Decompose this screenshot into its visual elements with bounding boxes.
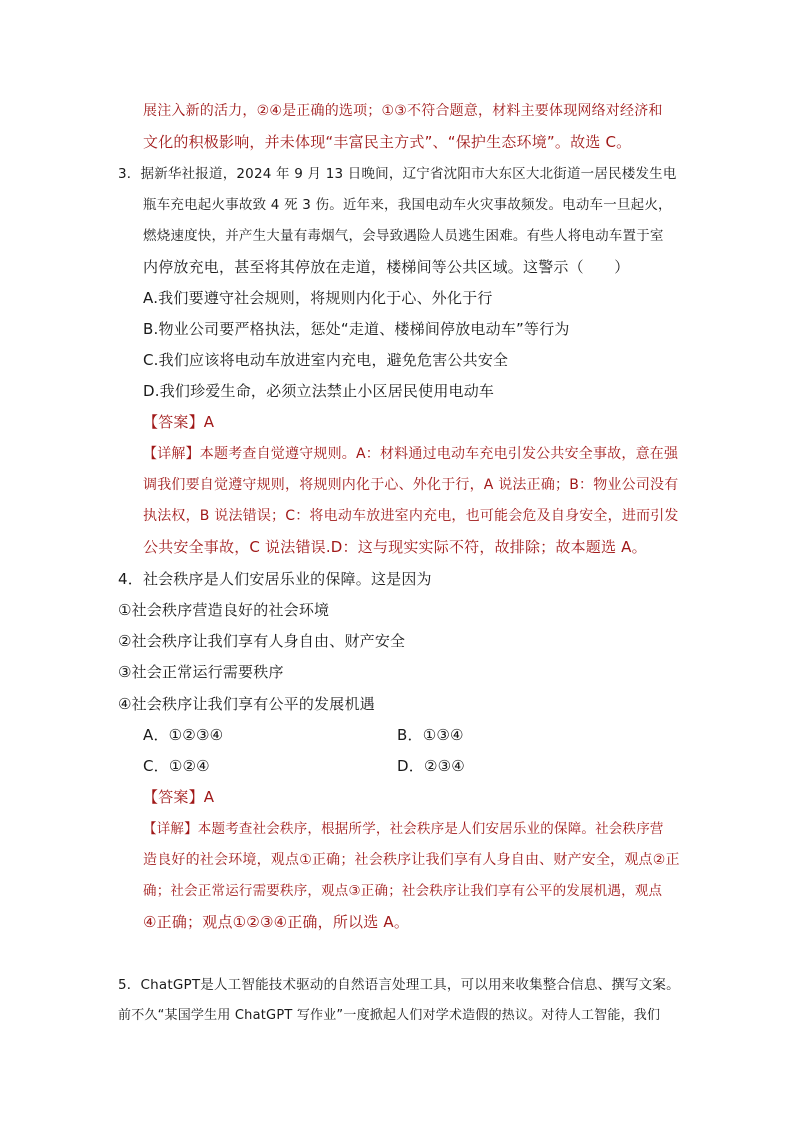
q4-answer: 【答案】A [143, 788, 215, 806]
q3-explanation-line-1: 【详解】本题考查自觉遵守规则。A：材料通过电动车充电引发公共安全事故，意在强 [143, 446, 679, 462]
q3-explanation-line-3: 执法权，B 说法错误；C：将电动车放进室内充电，也可能会危及自身安全，进而引发 [143, 508, 679, 524]
prev-explanation-line-1: 展注入新的活力，②④是正确的选项；①③不符合题意，材料主要体现网络对经济和 [143, 103, 663, 119]
prev-explanation-line-2: 文化的积极影响，并未体现“丰富民主方式”、“保护生态环境”。故选 C。 [143, 133, 632, 151]
q4-stem: 4．社会秩序是人们安居乐业的保障。这是因为 [118, 570, 432, 588]
q3-option-c: C.我们应该将电动车放进室内充电，避免危害公共安全 [143, 351, 509, 369]
q4-statement-1: ①社会秩序营造良好的社会环境 [118, 601, 330, 619]
q4-option-b: B．①③④ [397, 726, 464, 744]
q3-option-a: A.我们要遵守社会规则，将规则内化于心、外化于行 [143, 289, 493, 307]
q3-stem-line-2: 瓶车充电起火事故致 4 死 3 伤。近年来，我国电动车火灾事故频发。电动车一旦起火， [143, 197, 672, 213]
q5-stem-line-2: 前不久“某国学生用 ChatGPT 写作业”一度掀起人们对学术造假的热议。对待人工智能，我们 [118, 1008, 661, 1023]
q3-stem-line-4: 内停放充电，甚至将其停放在走道，楼梯间等公共区域。这警示（ ） [143, 258, 630, 276]
q5-stem-line-1: 5．ChatGPT是人工智能技术驱动的自然语言处理工具，可以用来收集整合信息、撰写文案。 [118, 977, 680, 993]
q4-option-c: C．①②④ [143, 757, 210, 775]
q4-explanation-line-1: 【详解】本题考查社会秩序，根据所学，社会秩序是人们安居乐业的保障。社会秩序营 [143, 821, 664, 837]
q3-stem-line-1: 3．据新华社报道，2024 年 9 月 13 日晚间，辽宁省沈阳市大东区大北街道一居民楼发生电 [118, 166, 677, 182]
q3-stem-line-3: 燃烧速度快，并产生大量有毒烟气，会导致遇险人员逃生困难。有些人将电动车置于室 [143, 228, 664, 244]
q4-statement-3: ③社会正常运行需要秩序 [118, 663, 284, 681]
q4-option-d: D．②③④ [397, 757, 465, 775]
q4-option-a: A．①②③④ [143, 726, 224, 744]
q4-explanation-line-3: 确；社会正常运行需要秩序，观点③正确；社会秩序让我们享有公平的发展机遇，观点 [143, 883, 663, 899]
q3-option-b: B.物业公司要严格执法，惩处“走道、楼梯间停放电动车”等行为 [143, 320, 570, 338]
q3-explanation-line-2: 调我们要自觉遵守规则，将规则内化于心、外化于行，A 说法正确；B：物业公司没有 [143, 477, 679, 493]
q3-explanation-line-4: 公共安全事故，C 说法错误.D：这与现实实际不符，故排除；故本题选 A。 [143, 538, 647, 556]
q4-explanation-line-2: 造良好的社会环境，观点①正确；社会秩序让我们享有人身自由、财产安全，观点②正 [143, 852, 680, 868]
q4-statement-4: ④社会秩序让我们享有公平的发展机遇 [118, 695, 375, 713]
q4-explanation-line-4: ④正确；观点①②③④正确，所以选 A。 [143, 913, 410, 931]
q4-statement-2: ②社会秩序让我们享有人身自由、财产安全 [118, 632, 406, 650]
q3-answer: 【答案】A [143, 413, 215, 431]
q3-option-d: D.我们珍爱生命，必须立法禁止小区居民使用电动车 [143, 382, 495, 400]
